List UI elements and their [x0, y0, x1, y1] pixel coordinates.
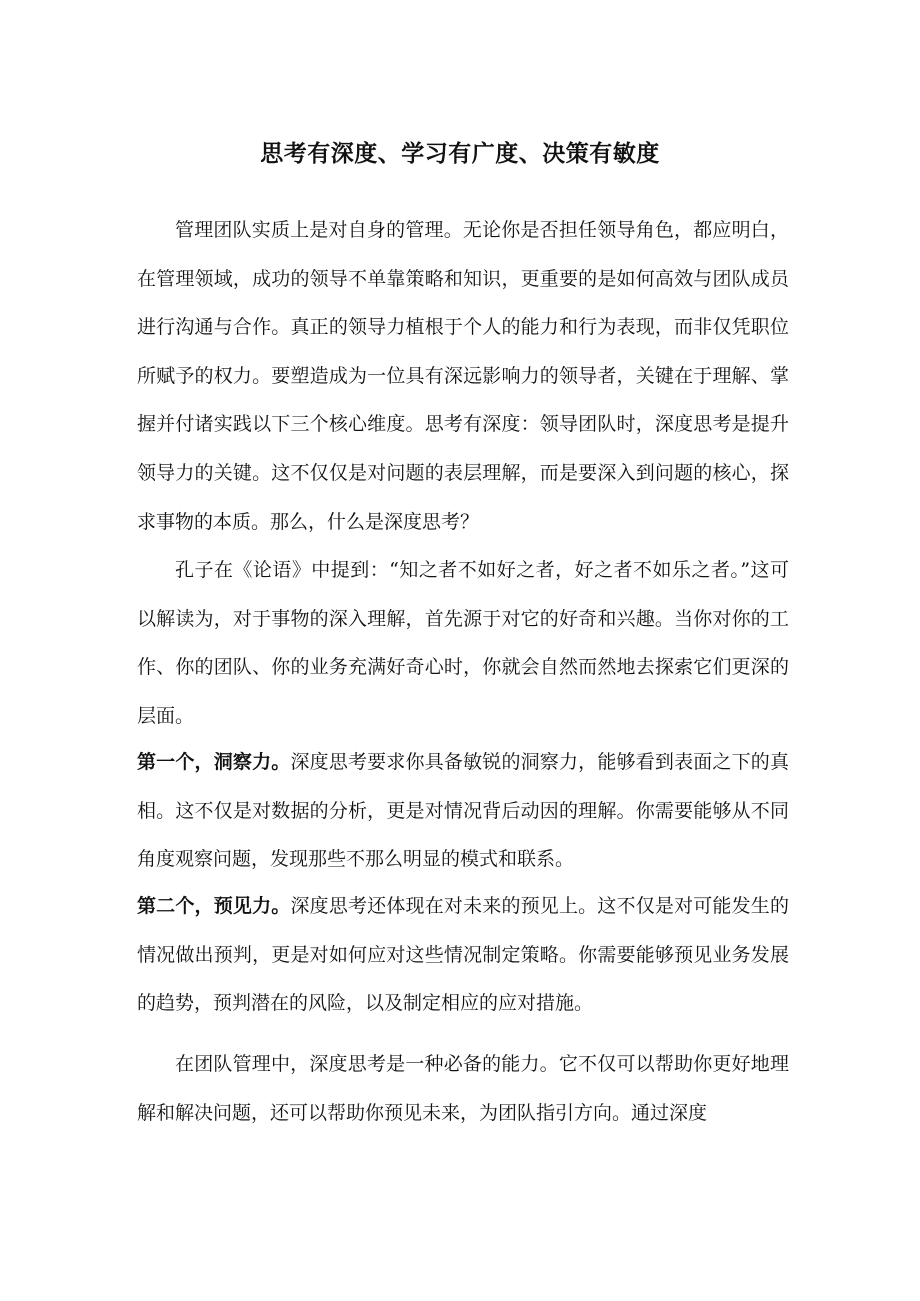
- insight-heading: 第一个，洞察力。: [137, 751, 291, 773]
- confucius-paragraph: 孔子在《论语》中提到：“知之者不如好之者，好之者不如乐之者。”这可以解读为，对于事物的深入理解，首先源于对它的好奇和兴趣。当你对你的工作、你的团队、你的业务充满好奇心时，你就会自然而然地去探索它们更深的层面。: [137, 559, 789, 727]
- foresight-heading: 第二个，预见力。: [137, 895, 291, 917]
- foresight-paragraph-block: [137, 882, 789, 1028]
- foresight-paragraph: [137, 882, 789, 1028]
- summary-paragraph-block: [137, 1040, 789, 1137]
- intro-paragraph-block: [137, 206, 789, 546]
- insight-paragraph-block: [137, 738, 789, 884]
- foresight-text: 深度思考还体现在对未来的预见上。这不仅是对可能发生的情况做出预判，更是对如何应对这些情况制定策略。你需要能够预见业务发展的趋势，预判潜在的风险，以及制定相应的应对措施。: [137, 895, 789, 1015]
- insight-paragraph: [137, 738, 789, 884]
- intro-paragraph: 管理团队实质上是对自身的管理。无论你是否担任领导角色，都应明白，在管理领域，成功的领导不单靠策略和知识，更重要的是如何高效与团队成员进行沟通与合作。真正的领导力植根于个人的能力和行为表现，而非仅凭职位所赋予的权力。要塑造成为一位具有深远影响力的领导者，关键在于理解、掌握并付诸实践以下三个核心维度。思考有深度：领导团队时，深度思考是提升领导力的关键。这不仅仅是对问题的表层理解，而是要深入到问题的核心，探求事物的本质。那么，什么是深度思考？: [137, 219, 789, 533]
- insight-text: 深度思考要求你具备敏锐的洞察力，能够看到表面之下的真相。这不仅是对数据的分析，更是对情况背后动因的理解。你需要能够从不同角度观察问题，发现那些不那么明显的模式和联系。: [137, 751, 789, 871]
- page-title: 思考有深度、学习有广度、决策有敏度: [260, 140, 660, 168]
- summary-paragraph: 在团队管理中，深度思考是一种必备的能力。它不仅可以帮助你更好地理解和解决问题，还可以帮助你预见未来，为团队指引方向。通过深度: [137, 1053, 789, 1124]
- confucius-paragraph-block: [137, 546, 789, 740]
